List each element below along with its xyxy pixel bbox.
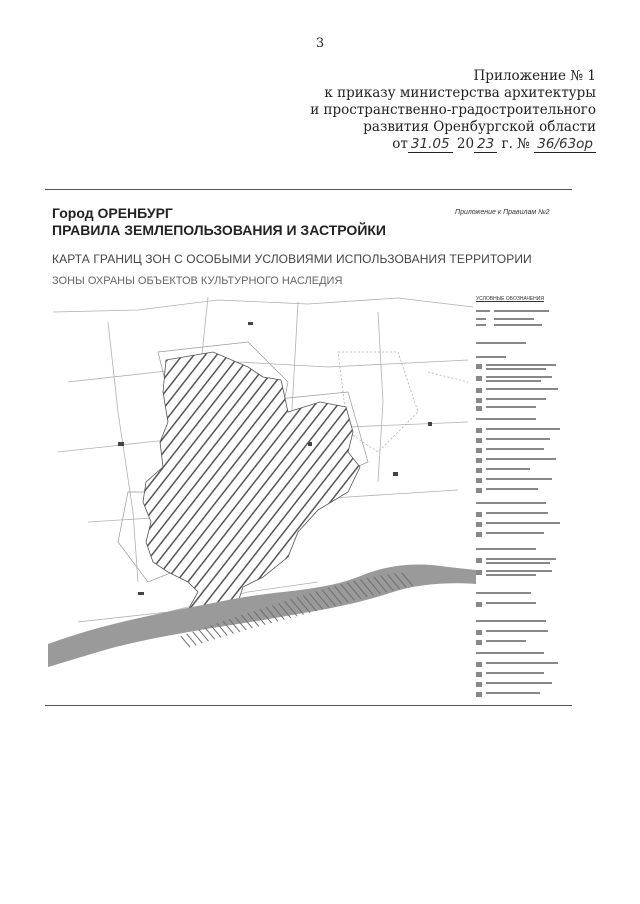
annex-block — [310, 68, 596, 153]
rules-title: ПРАВИЛА ЗЕМЛЕПОЛЬЗОВАНИЯ И ЗАСТРОЙКИ — [52, 222, 386, 238]
zones-map — [48, 292, 476, 700]
date-prefix: от — [392, 136, 408, 152]
map-title: КАРТА ГРАНИЦ ЗОН С ОСОБЫМИ УСЛОВИЯМИ ИСПОЛЬЗОВАНИЯ ТЕРРИТОРИИ — [52, 252, 532, 266]
annex-date-line — [310, 136, 596, 153]
annex-title: Приложение № 1 — [473, 68, 596, 84]
handwritten-date: 31.05 — [408, 136, 453, 153]
handwritten-order-number: 36/63ор — [534, 136, 596, 153]
annex-line-1: к приказу министерства архитектуры — [324, 85, 596, 101]
document-header — [52, 205, 532, 287]
annex-line-2: и пространственно-градостроительного — [310, 102, 596, 118]
city-name: Город ОРЕНБУРГ — [52, 205, 173, 221]
page-number: 3 — [315, 36, 325, 51]
appendix-label: Приложение к Правилам №2 — [455, 209, 550, 216]
legend-title: УСЛОВНЫЕ ОБОЗНАЧЕНИЯ — [476, 296, 544, 302]
annex-line-3: развития Оренбургской области — [363, 119, 596, 135]
legend — [476, 296, 570, 706]
number-prefix: г. № — [501, 136, 530, 152]
year-prefix: 20 — [456, 136, 475, 152]
legend-entries — [476, 302, 570, 702]
map-subtitle: ЗОНЫ ОХРАНЫ ОБЪЕКТОВ КУЛЬТУРНОГО НАСЛЕДИЯ — [52, 275, 343, 287]
handwritten-year: 23 — [474, 136, 497, 153]
